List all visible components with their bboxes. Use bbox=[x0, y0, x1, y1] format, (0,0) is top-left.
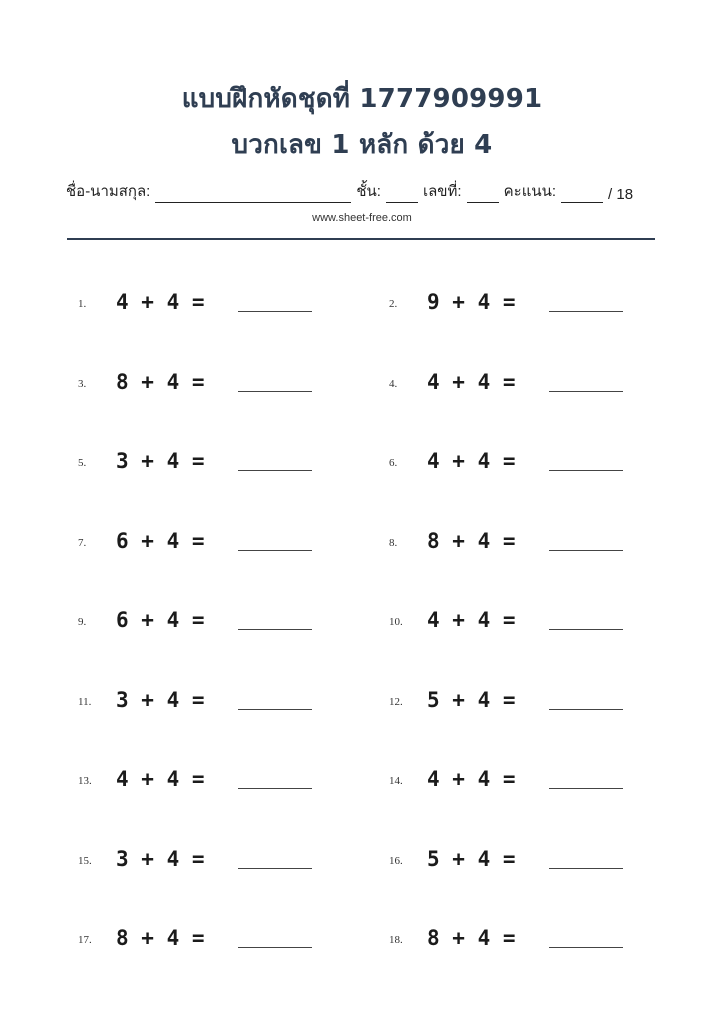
problem-item bbox=[78, 761, 378, 791]
problem-item bbox=[78, 920, 378, 950]
answer-blank[interactable] bbox=[238, 947, 312, 948]
name-blank[interactable] bbox=[155, 187, 351, 203]
problem-expression: 9 + 4 = bbox=[427, 290, 516, 314]
problem-expression: 8 + 4 = bbox=[116, 926, 205, 950]
answer-blank[interactable] bbox=[238, 550, 312, 551]
problem-number: 15. bbox=[78, 854, 92, 867]
problem-expression: 5 + 4 = bbox=[427, 687, 516, 712]
answer-blank[interactable] bbox=[238, 629, 312, 630]
score-blank[interactable] bbox=[561, 187, 603, 203]
number-label: เลขที่: bbox=[422, 183, 462, 200]
problem-expression: 4 + 4 = bbox=[427, 449, 516, 473]
problem-number: 16. bbox=[389, 854, 403, 867]
problem-expression: 4 + 4 = bbox=[427, 767, 516, 791]
problem-expression: 8 + 4 = bbox=[427, 528, 516, 553]
problem-number: 2. bbox=[389, 298, 398, 310]
score-total: / 18 bbox=[608, 186, 634, 203]
answer-blank[interactable] bbox=[238, 311, 312, 312]
problem-expression: 6 + 4 = bbox=[116, 528, 205, 553]
problem-item bbox=[389, 841, 689, 871]
problem-expression: 4 + 4 = bbox=[427, 608, 516, 632]
problem-expression: 4 + 4 = bbox=[116, 290, 205, 314]
problem-number: 4. bbox=[389, 377, 398, 390]
problem-item bbox=[78, 523, 378, 553]
problem-number: 10. bbox=[389, 616, 403, 628]
problem-number: 3. bbox=[78, 377, 87, 390]
problem-item bbox=[78, 364, 378, 394]
answer-blank[interactable] bbox=[549, 947, 623, 948]
class-blank[interactable] bbox=[386, 187, 418, 203]
problem-number: 13. bbox=[78, 775, 92, 787]
score-label: คะแนน: bbox=[503, 183, 557, 200]
problem-expression: 5 + 4 = bbox=[427, 846, 516, 871]
problem-number: 5. bbox=[78, 457, 87, 469]
answer-blank[interactable] bbox=[238, 391, 312, 392]
website-url: www.sheet-free.com bbox=[312, 212, 412, 224]
answer-blank[interactable] bbox=[549, 311, 623, 312]
problem-number: 17. bbox=[78, 934, 92, 946]
problem-item bbox=[78, 284, 378, 314]
problem-item bbox=[389, 602, 689, 632]
problem-item bbox=[389, 284, 689, 314]
answer-blank[interactable] bbox=[549, 788, 623, 789]
answer-blank[interactable] bbox=[549, 709, 623, 710]
answer-blank[interactable] bbox=[549, 391, 623, 392]
student-info-row bbox=[66, 179, 658, 203]
problem-item bbox=[389, 523, 689, 553]
problem-item bbox=[389, 364, 689, 394]
problem-number: 18. bbox=[389, 934, 403, 946]
class-label: ชั้น: bbox=[356, 183, 381, 200]
worksheet-title: แบบฝึกหัดชุดที่ 1777909991 bbox=[181, 84, 543, 114]
problem-item bbox=[389, 443, 689, 473]
problem-item bbox=[78, 841, 378, 871]
problem-number: 9. bbox=[78, 616, 87, 628]
problem-expression: 3 + 4 = bbox=[116, 687, 205, 712]
problem-number: 12. bbox=[389, 695, 403, 708]
problem-item bbox=[389, 761, 689, 791]
problem-item bbox=[389, 682, 689, 712]
problem-expression: 3 + 4 = bbox=[116, 846, 205, 871]
answer-blank[interactable] bbox=[549, 629, 623, 630]
problem-item bbox=[78, 682, 378, 712]
problem-number: 14. bbox=[389, 775, 403, 787]
answer-blank[interactable] bbox=[238, 788, 312, 789]
name-label: ชื่อ-นามสกุล: bbox=[66, 183, 151, 200]
number-blank[interactable] bbox=[467, 187, 499, 203]
problem-item bbox=[78, 602, 378, 632]
answer-blank[interactable] bbox=[549, 868, 623, 869]
header-divider bbox=[67, 238, 655, 240]
problem-expression: 3 + 4 = bbox=[116, 449, 205, 473]
problem-number: 1. bbox=[78, 298, 87, 310]
problem-expression: 8 + 4 = bbox=[116, 369, 205, 394]
problem-expression: 4 + 4 = bbox=[116, 767, 205, 791]
problem-item bbox=[78, 443, 378, 473]
answer-blank[interactable] bbox=[549, 470, 623, 471]
worksheet-subtitle: บวกเลข 1 หลัก ด้วย 4 bbox=[231, 130, 493, 160]
answer-blank[interactable] bbox=[238, 709, 312, 710]
answer-blank[interactable] bbox=[549, 550, 623, 551]
problem-number: 7. bbox=[78, 536, 87, 549]
problem-expression: 6 + 4 = bbox=[116, 608, 205, 632]
answer-blank[interactable] bbox=[238, 868, 312, 869]
problem-number: 8. bbox=[389, 536, 398, 549]
problem-number: 11. bbox=[78, 695, 92, 708]
problem-expression: 4 + 4 = bbox=[427, 369, 516, 394]
problem-item bbox=[389, 920, 689, 950]
problem-expression: 8 + 4 = bbox=[427, 926, 516, 950]
answer-blank[interactable] bbox=[238, 470, 312, 471]
problem-number: 6. bbox=[389, 457, 398, 469]
